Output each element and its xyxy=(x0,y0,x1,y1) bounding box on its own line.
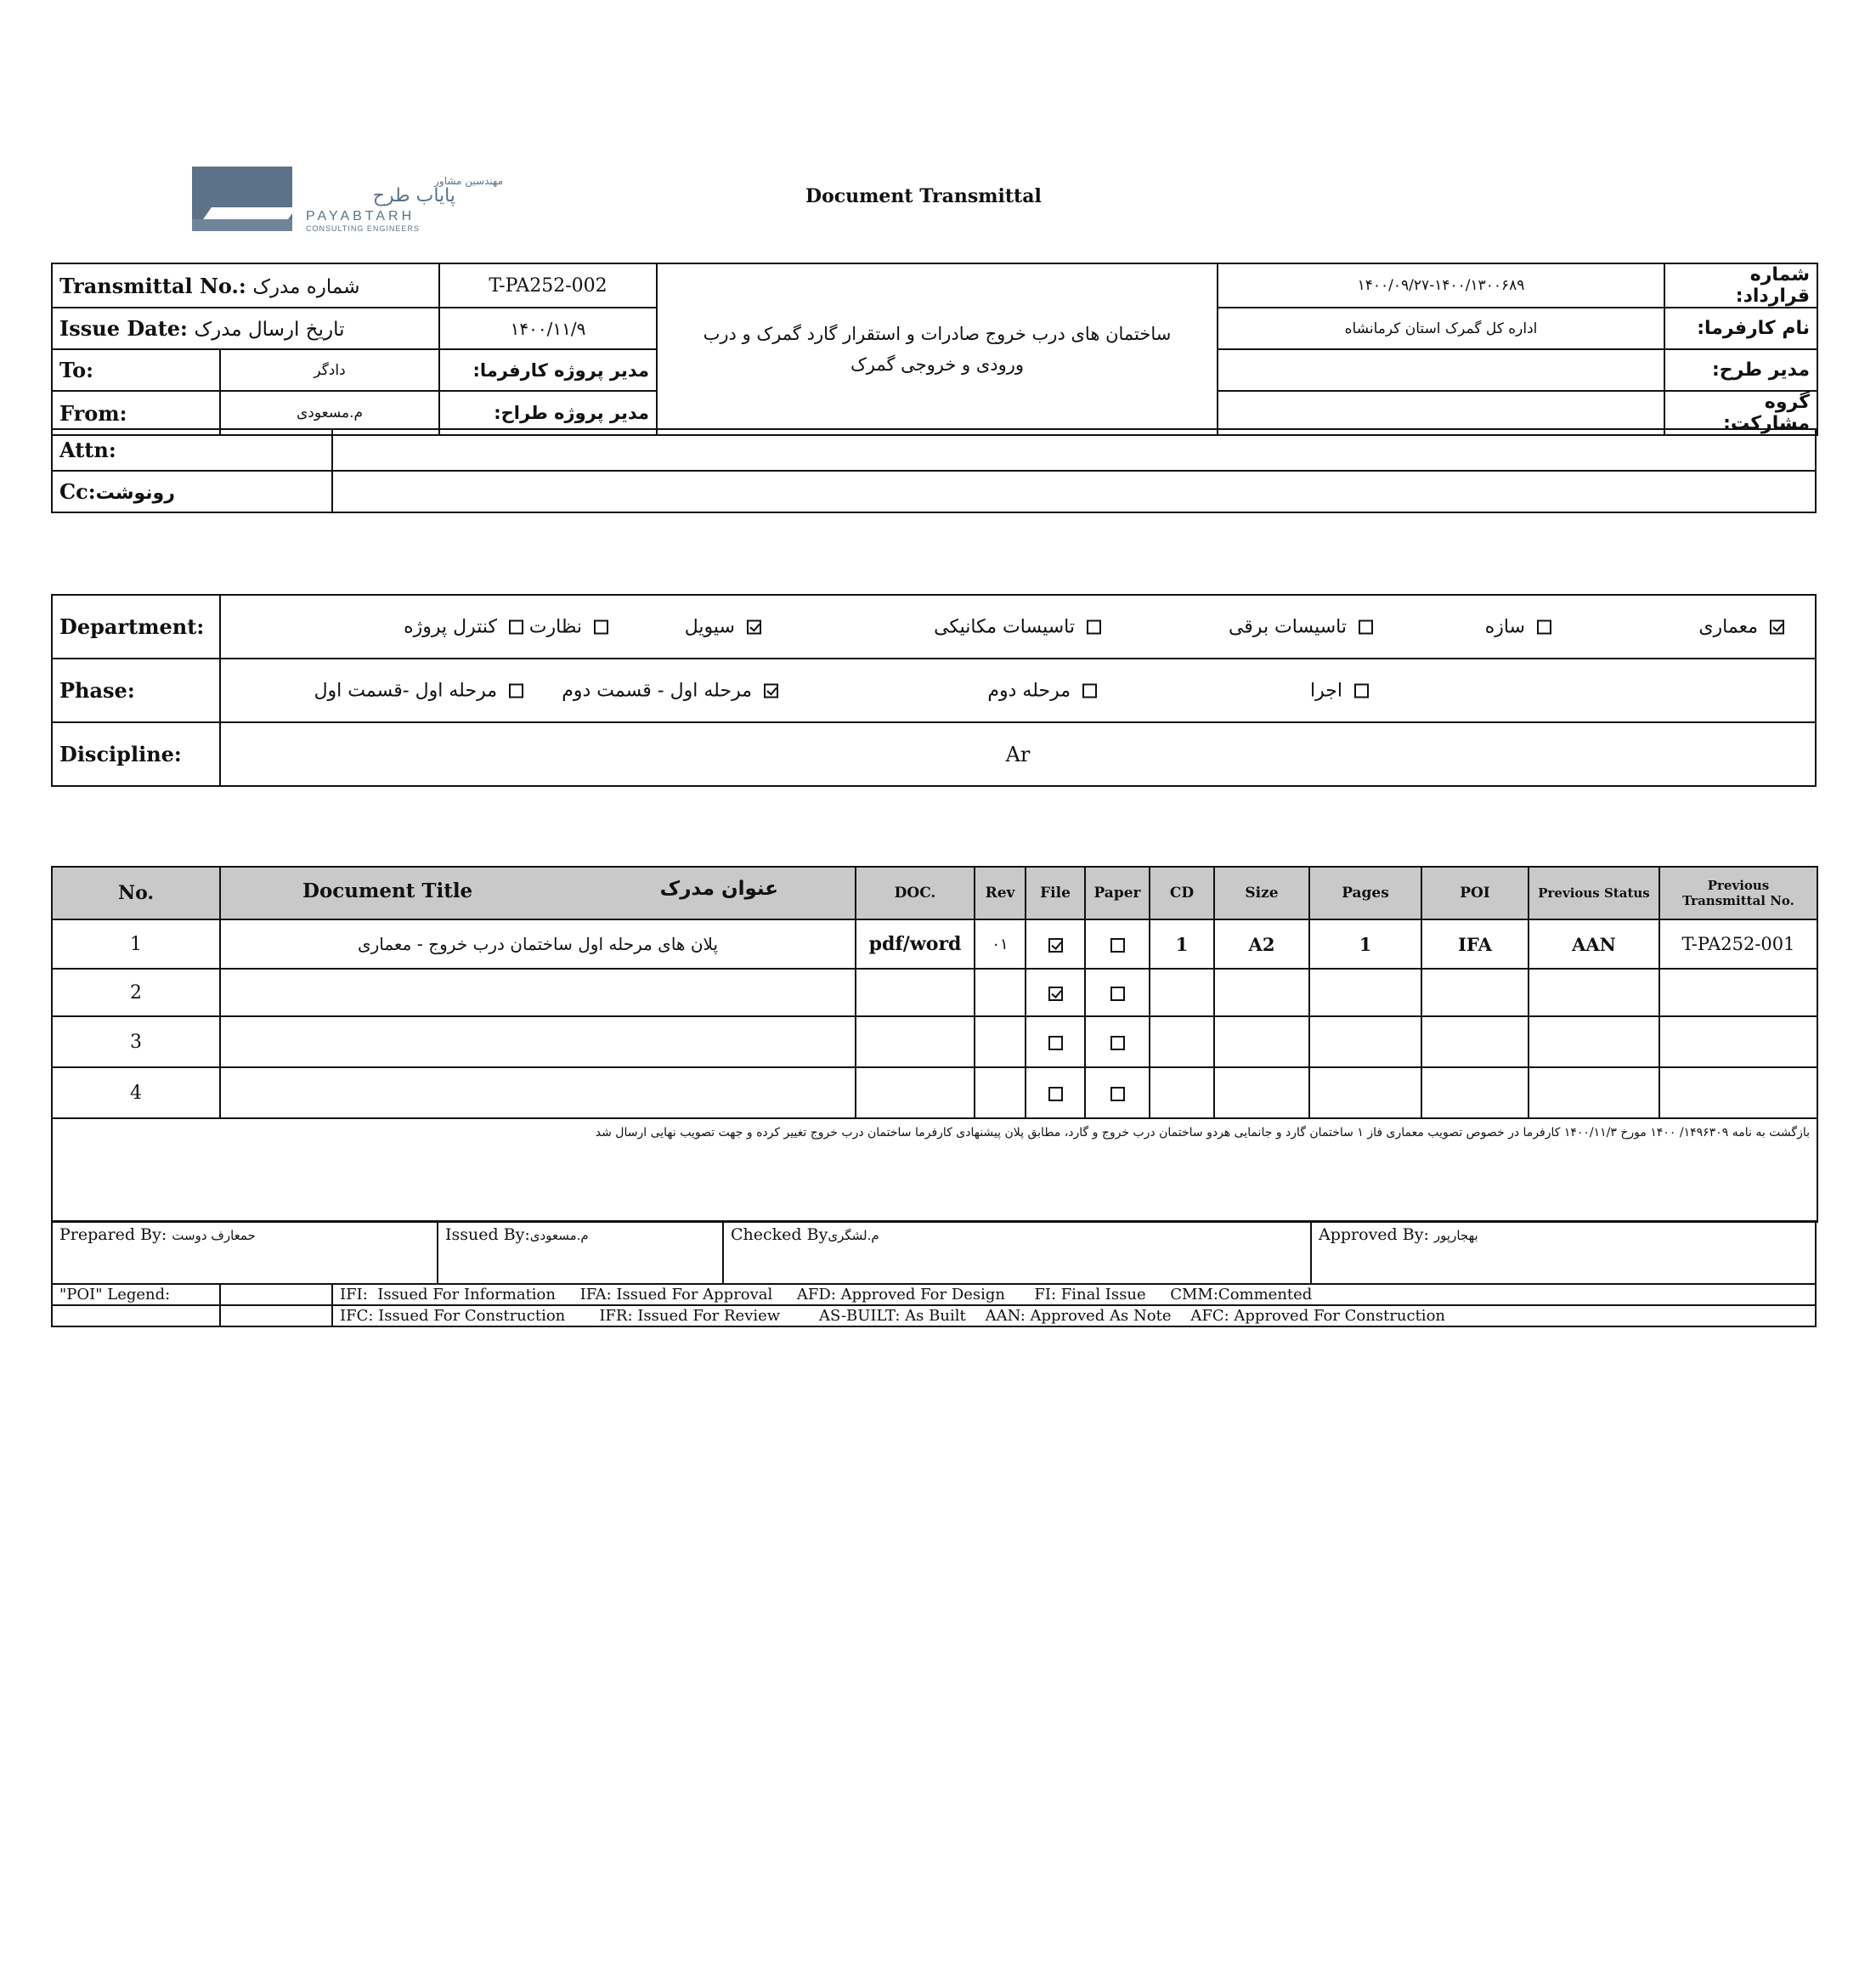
phase-option-label: مرحله اول -قسمت اول xyxy=(314,680,497,701)
col-pages: Pages xyxy=(1309,867,1421,919)
department-label: Department: xyxy=(52,595,220,659)
col-size: Size xyxy=(1214,867,1309,919)
department-checkbox[interactable] xyxy=(1770,619,1784,634)
paper-checkbox[interactable] xyxy=(1110,938,1125,953)
row-poi xyxy=(1421,1067,1528,1118)
partner-label: گروه مشارکت: xyxy=(1664,391,1817,435)
row-prev-transmittal: T-PA252-001 xyxy=(1659,919,1817,969)
phase-option[interactable] xyxy=(562,680,778,701)
cc-label-cell xyxy=(52,471,332,512)
phase-checkbox[interactable] xyxy=(1082,683,1097,698)
attn-value xyxy=(332,429,1816,471)
table-row xyxy=(52,1016,1817,1067)
row-file xyxy=(1026,969,1085,1016)
info-table xyxy=(51,263,1818,436)
contract-number: ۱۴۰۰/۰۹/۲۷-۱۴۰۰/۱۳۰۰۶۸۹ xyxy=(1218,263,1664,308)
row-doc xyxy=(856,969,975,1016)
department-checkbox[interactable] xyxy=(509,619,523,634)
legend-line-1: IFI: Issued For Information IFA: Issued For Approval AFD: Approved For Design FI: Final Issue CMM:Commented xyxy=(332,1284,1816,1305)
row-rev: ۰۱ xyxy=(975,919,1026,969)
file-checkbox[interactable] xyxy=(1048,987,1063,1001)
company-logo xyxy=(192,167,506,235)
cc-label: Cc: xyxy=(59,479,96,504)
row-doc: pdf/word xyxy=(856,919,975,969)
page-title: Document Transmittal xyxy=(805,185,1042,207)
row-size: A2 xyxy=(1214,919,1309,969)
row-no: 1 xyxy=(52,919,220,969)
department-checkbox[interactable] xyxy=(594,619,608,634)
row-size xyxy=(1214,1016,1309,1067)
department-option[interactable] xyxy=(1698,616,1784,637)
col-doc: DOC. xyxy=(856,867,975,919)
col-title-fa: عنوان مدرک xyxy=(659,878,778,900)
row-paper xyxy=(1085,969,1150,1016)
department-option-label: تاسیسات برقی xyxy=(1228,616,1347,637)
to-label: To: xyxy=(52,349,220,391)
issue-date-label-fa: تاریخ ارسال مدرک xyxy=(194,319,345,341)
table-row xyxy=(52,919,1817,969)
transmittal-label: Transmittal No.: xyxy=(59,273,246,298)
cc-label-fa: رونوشت xyxy=(95,483,175,504)
prepared-by-value: حمعارف دوست xyxy=(172,1228,256,1243)
department-option-label: کنترل پروژه xyxy=(404,616,497,637)
department-checkbox[interactable] xyxy=(1087,619,1101,634)
department-option-label: سازه xyxy=(1484,616,1525,637)
row-cd: 1 xyxy=(1150,919,1214,969)
row-poi xyxy=(1421,969,1528,1016)
file-checkbox[interactable] xyxy=(1048,938,1063,953)
remarks: بازگشت به نامه ۱۴۹۶۳۰۹/ ۱۴۰۰ مورخ ۱۴۰۰/۱۱/۳ کارفرما در خصوص تصویب معماری فاز ۱ ساختمان گارد و جانمایی هردو ساختمان درب خروج و گارد، مطابق پلان پیشنهادی کارفرما ساختمان درب خروج تغییر کرده و جهت تصویب نهایی ارسال شد xyxy=(52,1118,1817,1222)
logo-en-sub: CONSULTING ENGINEERS xyxy=(306,224,420,233)
row-prev-transmittal xyxy=(1659,969,1817,1016)
file-checkbox[interactable] xyxy=(1048,1087,1063,1101)
row-pages xyxy=(1309,1016,1421,1067)
row-no: 2 xyxy=(52,969,220,1016)
approved-by-label: Approved By: xyxy=(1319,1225,1429,1244)
transmittal-label-cell xyxy=(52,263,439,308)
paper-checkbox[interactable] xyxy=(1110,1087,1125,1101)
checked-by-value: م.لشگری xyxy=(828,1228,879,1243)
legend-table xyxy=(51,1283,1817,1327)
client-label: نام کارفرما: xyxy=(1664,308,1817,349)
signatures-table xyxy=(51,1220,1817,1285)
row-size xyxy=(1214,1067,1309,1118)
phase-checkbox[interactable] xyxy=(1354,683,1369,698)
issued-by xyxy=(438,1221,723,1284)
attn-label: Attn: xyxy=(52,429,332,471)
legend-spacer xyxy=(220,1284,332,1305)
row-file xyxy=(1026,1067,1085,1118)
row-title: پلان های مرحله اول ساختمان درب خروج - معماری xyxy=(220,919,856,969)
col-file: File xyxy=(1026,867,1085,919)
department-option-label: معماری xyxy=(1698,616,1758,637)
department-option[interactable] xyxy=(529,616,608,637)
issue-date-label-cell xyxy=(52,308,439,349)
row-size xyxy=(1214,969,1309,1016)
to-value: دادگر xyxy=(220,349,439,391)
row-paper xyxy=(1085,1067,1150,1118)
row-pages: 1 xyxy=(1309,919,1421,969)
transmittal-label-fa: شماره مدرک xyxy=(252,275,360,298)
classification-table xyxy=(51,594,1817,787)
col-cd: CD xyxy=(1150,867,1214,919)
row-cd xyxy=(1150,1067,1214,1118)
design-manager-value xyxy=(1218,349,1664,391)
approved-by-value: بهجارپور xyxy=(1433,1228,1478,1243)
department-option[interactable] xyxy=(1485,616,1551,637)
row-doc xyxy=(856,1016,975,1067)
department-checkbox[interactable] xyxy=(1537,619,1551,634)
col-title xyxy=(220,867,856,919)
logo-fa-small: مهندسین مشاور xyxy=(434,175,503,187)
department-checkbox[interactable] xyxy=(1359,619,1373,634)
transmittal-no: T-PA252-002 xyxy=(439,263,657,308)
col-rev: Rev xyxy=(975,867,1026,919)
row-no: 3 xyxy=(52,1016,220,1067)
design-manager-label: مدیر طرح: xyxy=(1664,349,1817,391)
phase-checkbox[interactable] xyxy=(764,683,778,698)
col-poi: POI xyxy=(1421,867,1528,919)
phase-option[interactable] xyxy=(1310,680,1369,701)
department-option-label: سیویل xyxy=(684,616,735,637)
row-poi: IFA xyxy=(1421,919,1528,969)
department-option[interactable] xyxy=(1229,616,1373,637)
row-prev-status xyxy=(1528,969,1659,1016)
discipline-label: Discipline: xyxy=(52,722,220,786)
documents-table xyxy=(51,866,1818,1223)
row-file xyxy=(1026,919,1085,969)
designer-pm-label: مدیر پروژه طراح: xyxy=(439,391,657,435)
department-option[interactable] xyxy=(404,616,523,637)
row-pages xyxy=(1309,969,1421,1016)
checked-by-label: Checked By xyxy=(731,1225,828,1244)
row-prev-transmittal xyxy=(1659,1067,1817,1118)
issued-by-value: م.مسعودی xyxy=(529,1228,589,1243)
legend-label: "POI" Legend: xyxy=(52,1284,220,1305)
client-name: اداره کل گمرک استان کرمانشاه xyxy=(1218,308,1664,349)
department-option-label: تاسیسات مکانیکی xyxy=(934,616,1075,637)
phase-option-label: مرحله دوم xyxy=(987,680,1071,701)
paper-checkbox[interactable] xyxy=(1110,1036,1125,1050)
department-option[interactable] xyxy=(934,616,1101,637)
from-value: م.مسعودی xyxy=(220,391,439,435)
file-checkbox[interactable] xyxy=(1048,1036,1063,1050)
phase-option[interactable] xyxy=(987,680,1097,701)
row-rev xyxy=(975,1067,1026,1118)
row-prev-transmittal xyxy=(1659,1016,1817,1067)
table-row xyxy=(52,969,1817,1016)
issue-date-label: Issue Date: xyxy=(59,316,188,341)
phase-option-label: اجرا xyxy=(1310,680,1342,701)
phase-options xyxy=(220,659,1816,722)
col-prev-status: Previous Status xyxy=(1528,867,1659,919)
logo-fa-big: پایاب طرح xyxy=(372,185,455,206)
prepared-by xyxy=(52,1221,438,1284)
paper-checkbox[interactable] xyxy=(1110,987,1125,1001)
from-label: From: xyxy=(52,391,220,435)
legend-spacer xyxy=(220,1305,332,1326)
department-option[interactable] xyxy=(685,616,761,637)
col-paper: Paper xyxy=(1085,867,1150,919)
row-file xyxy=(1026,1016,1085,1067)
contract-label: شماره قرارداد: xyxy=(1664,263,1817,308)
row-cd xyxy=(1150,1016,1214,1067)
logo-graphic xyxy=(192,167,292,231)
row-prev-status xyxy=(1528,1067,1659,1118)
phase-checkbox[interactable] xyxy=(509,683,523,698)
row-cd xyxy=(1150,969,1214,1016)
approved-by xyxy=(1311,1221,1816,1284)
department-options xyxy=(220,595,1816,659)
row-rev xyxy=(975,1016,1026,1067)
row-pages xyxy=(1309,1067,1421,1118)
client-pm-label: مدیر پروژه کارفرما: xyxy=(439,349,657,391)
table-row xyxy=(52,1067,1817,1118)
department-option-label: نظارت xyxy=(528,616,582,637)
row-no: 4 xyxy=(52,1067,220,1118)
legend-empty xyxy=(52,1305,220,1326)
phase-label: Phase: xyxy=(52,659,220,722)
col-no: No. xyxy=(52,867,220,919)
row-title xyxy=(220,969,856,1016)
cc-value xyxy=(332,471,1816,512)
row-paper xyxy=(1085,919,1150,969)
row-paper xyxy=(1085,1016,1150,1067)
phase-option[interactable] xyxy=(314,680,523,701)
project-title: ساختمان های درب خروج صادرات و استقرار گارد گمرک و درب ورودی و خروجی گمرک xyxy=(657,263,1218,435)
issue-date: ۱۴۰۰/۱۱/۹ xyxy=(439,308,657,349)
department-checkbox[interactable] xyxy=(747,619,761,634)
row-title xyxy=(220,1016,856,1067)
phase-option-label: مرحله اول - قسمت دوم xyxy=(562,680,752,701)
prepared-by-label: Prepared By: xyxy=(59,1225,167,1244)
row-prev-status xyxy=(1528,1016,1659,1067)
logo-en-name: PAYABTARH xyxy=(306,209,415,223)
legend-line-2: IFC: Issued For Construction IFR: Issued For Review AS-BUILT: As Built AAN: Approved As Note AFC: Approved For Construction xyxy=(332,1305,1816,1326)
col-prev-transmittal: Previous Transmittal No. xyxy=(1659,867,1817,919)
row-rev xyxy=(975,969,1026,1016)
checked-by xyxy=(723,1221,1311,1284)
discipline-value: Ar xyxy=(220,722,1816,786)
row-poi xyxy=(1421,1016,1528,1067)
row-title xyxy=(220,1067,856,1118)
attn-cc-table xyxy=(51,428,1817,513)
row-prev-status: AAN xyxy=(1528,919,1659,969)
issued-by-label: Issued By: xyxy=(445,1225,530,1244)
col-title-en: Document Title xyxy=(302,879,473,902)
row-doc xyxy=(856,1067,975,1118)
